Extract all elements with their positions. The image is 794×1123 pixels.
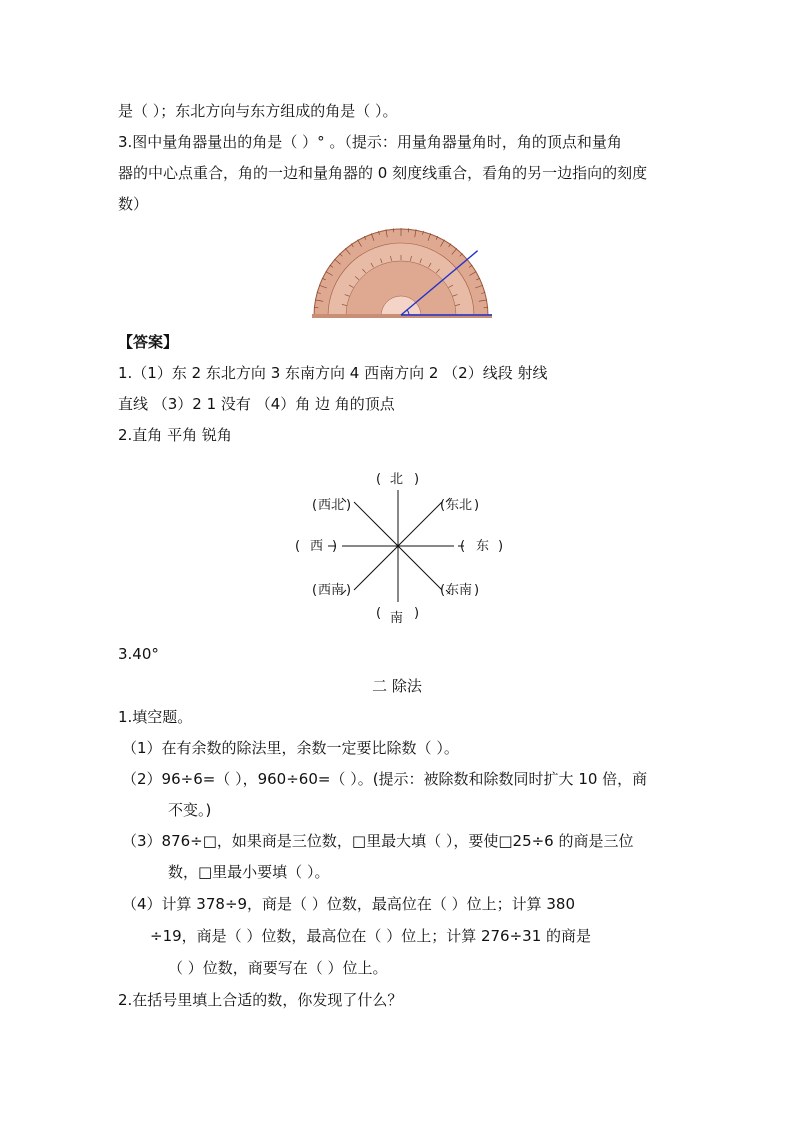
question-1-4-line-2: ÷19，商是（ ）位数，最高位在（ ）位上；计算 276÷31 的商是 — [150, 927, 592, 945]
svg-text:): ) — [332, 539, 338, 554]
answer-3: 3.40° — [118, 645, 159, 663]
text-line-1: 是（ ）；东北方向与东方组成的角是（ ）。 — [118, 102, 398, 120]
answer-1-line-1: 1.（1）东 2 东北方向 3 东南方向 4 西南方向 2 （2）线段 射线 — [118, 364, 548, 382]
compass-northeast-label: 东北 — [446, 498, 473, 513]
svg-text:(: ( — [460, 539, 466, 554]
question-1-3-line-2: 数，□里最小要填（ ）。 — [168, 863, 330, 881]
answer-2: 2.直角 平角 锐角 — [118, 426, 232, 444]
svg-text:(: ( — [440, 498, 446, 513]
question-3-line-3: 数） — [118, 195, 149, 213]
question-1-title: 1.填空题。 — [118, 708, 193, 726]
svg-text:): ) — [414, 472, 420, 487]
question-1-4-line-1: （4）计算 378÷9，商是（ ）位数，最高位在（ ）位上；计算 380 — [122, 895, 575, 913]
compass-west-label: 西 — [310, 539, 324, 554]
compass-diagram — [290, 462, 510, 630]
question-1-3-line-1: （3）876÷□，如果商是三位数，□里最大填（ ），要使□25÷6 的商是三位 — [122, 832, 634, 850]
svg-text:): ) — [346, 498, 352, 513]
svg-text:): ) — [346, 583, 352, 598]
compass-north-label: 北 — [390, 472, 404, 487]
svg-text:): ) — [474, 583, 480, 598]
svg-text:(: ( — [440, 583, 446, 598]
svg-text:): ) — [474, 498, 480, 513]
question-3-line-1: 3.图中量角器量出的角是（ ）° 。（提示：用量角器量角时，角的顶点和量角 — [118, 133, 622, 151]
svg-text:(: ( — [295, 539, 301, 554]
question-3-line-2: 器的中心点重合，角的一边和量角器的 0 刻度线重合，看角的另一边指向的刻度 — [118, 164, 648, 182]
svg-text:(: ( — [376, 606, 382, 621]
compass-east-label: 东 — [476, 539, 490, 554]
answer-1-line-2: 直线 （3）2 1 没有 （4）角 边 角的顶点 — [118, 395, 395, 413]
svg-text:(: ( — [312, 583, 318, 598]
section-title: 二 除法 — [372, 677, 422, 695]
question-1-1: （1）在有余数的除法里，余数一定要比除数（ ）。 — [122, 739, 459, 757]
svg-text:): ) — [414, 606, 420, 621]
question-2-title: 2.在括号里填上合适的数，你发现了什么？ — [118, 991, 403, 1009]
compass-southwest-label: 西南 — [318, 583, 345, 598]
compass-southeast-label: 东南 — [446, 583, 473, 598]
answer-title: 【答案】 — [118, 333, 179, 351]
question-1-4-line-3: （ ）位数，商要写在（ ）位上。 — [168, 959, 388, 977]
protractor-figure — [306, 226, 496, 322]
compass-south-label: 南 — [390, 611, 404, 626]
question-1-2-line-1: （2）96÷6=（ ），960÷60=（ ）。(提示：被除数和除数同时扩大 10 倍，商 — [122, 770, 648, 788]
question-1-2-line-2: 不变。) — [168, 801, 212, 819]
svg-text:): ) — [498, 539, 504, 554]
compass-northwest-label: 西北 — [318, 498, 345, 513]
svg-text:(: ( — [312, 498, 318, 513]
svg-text:(: ( — [376, 472, 382, 487]
